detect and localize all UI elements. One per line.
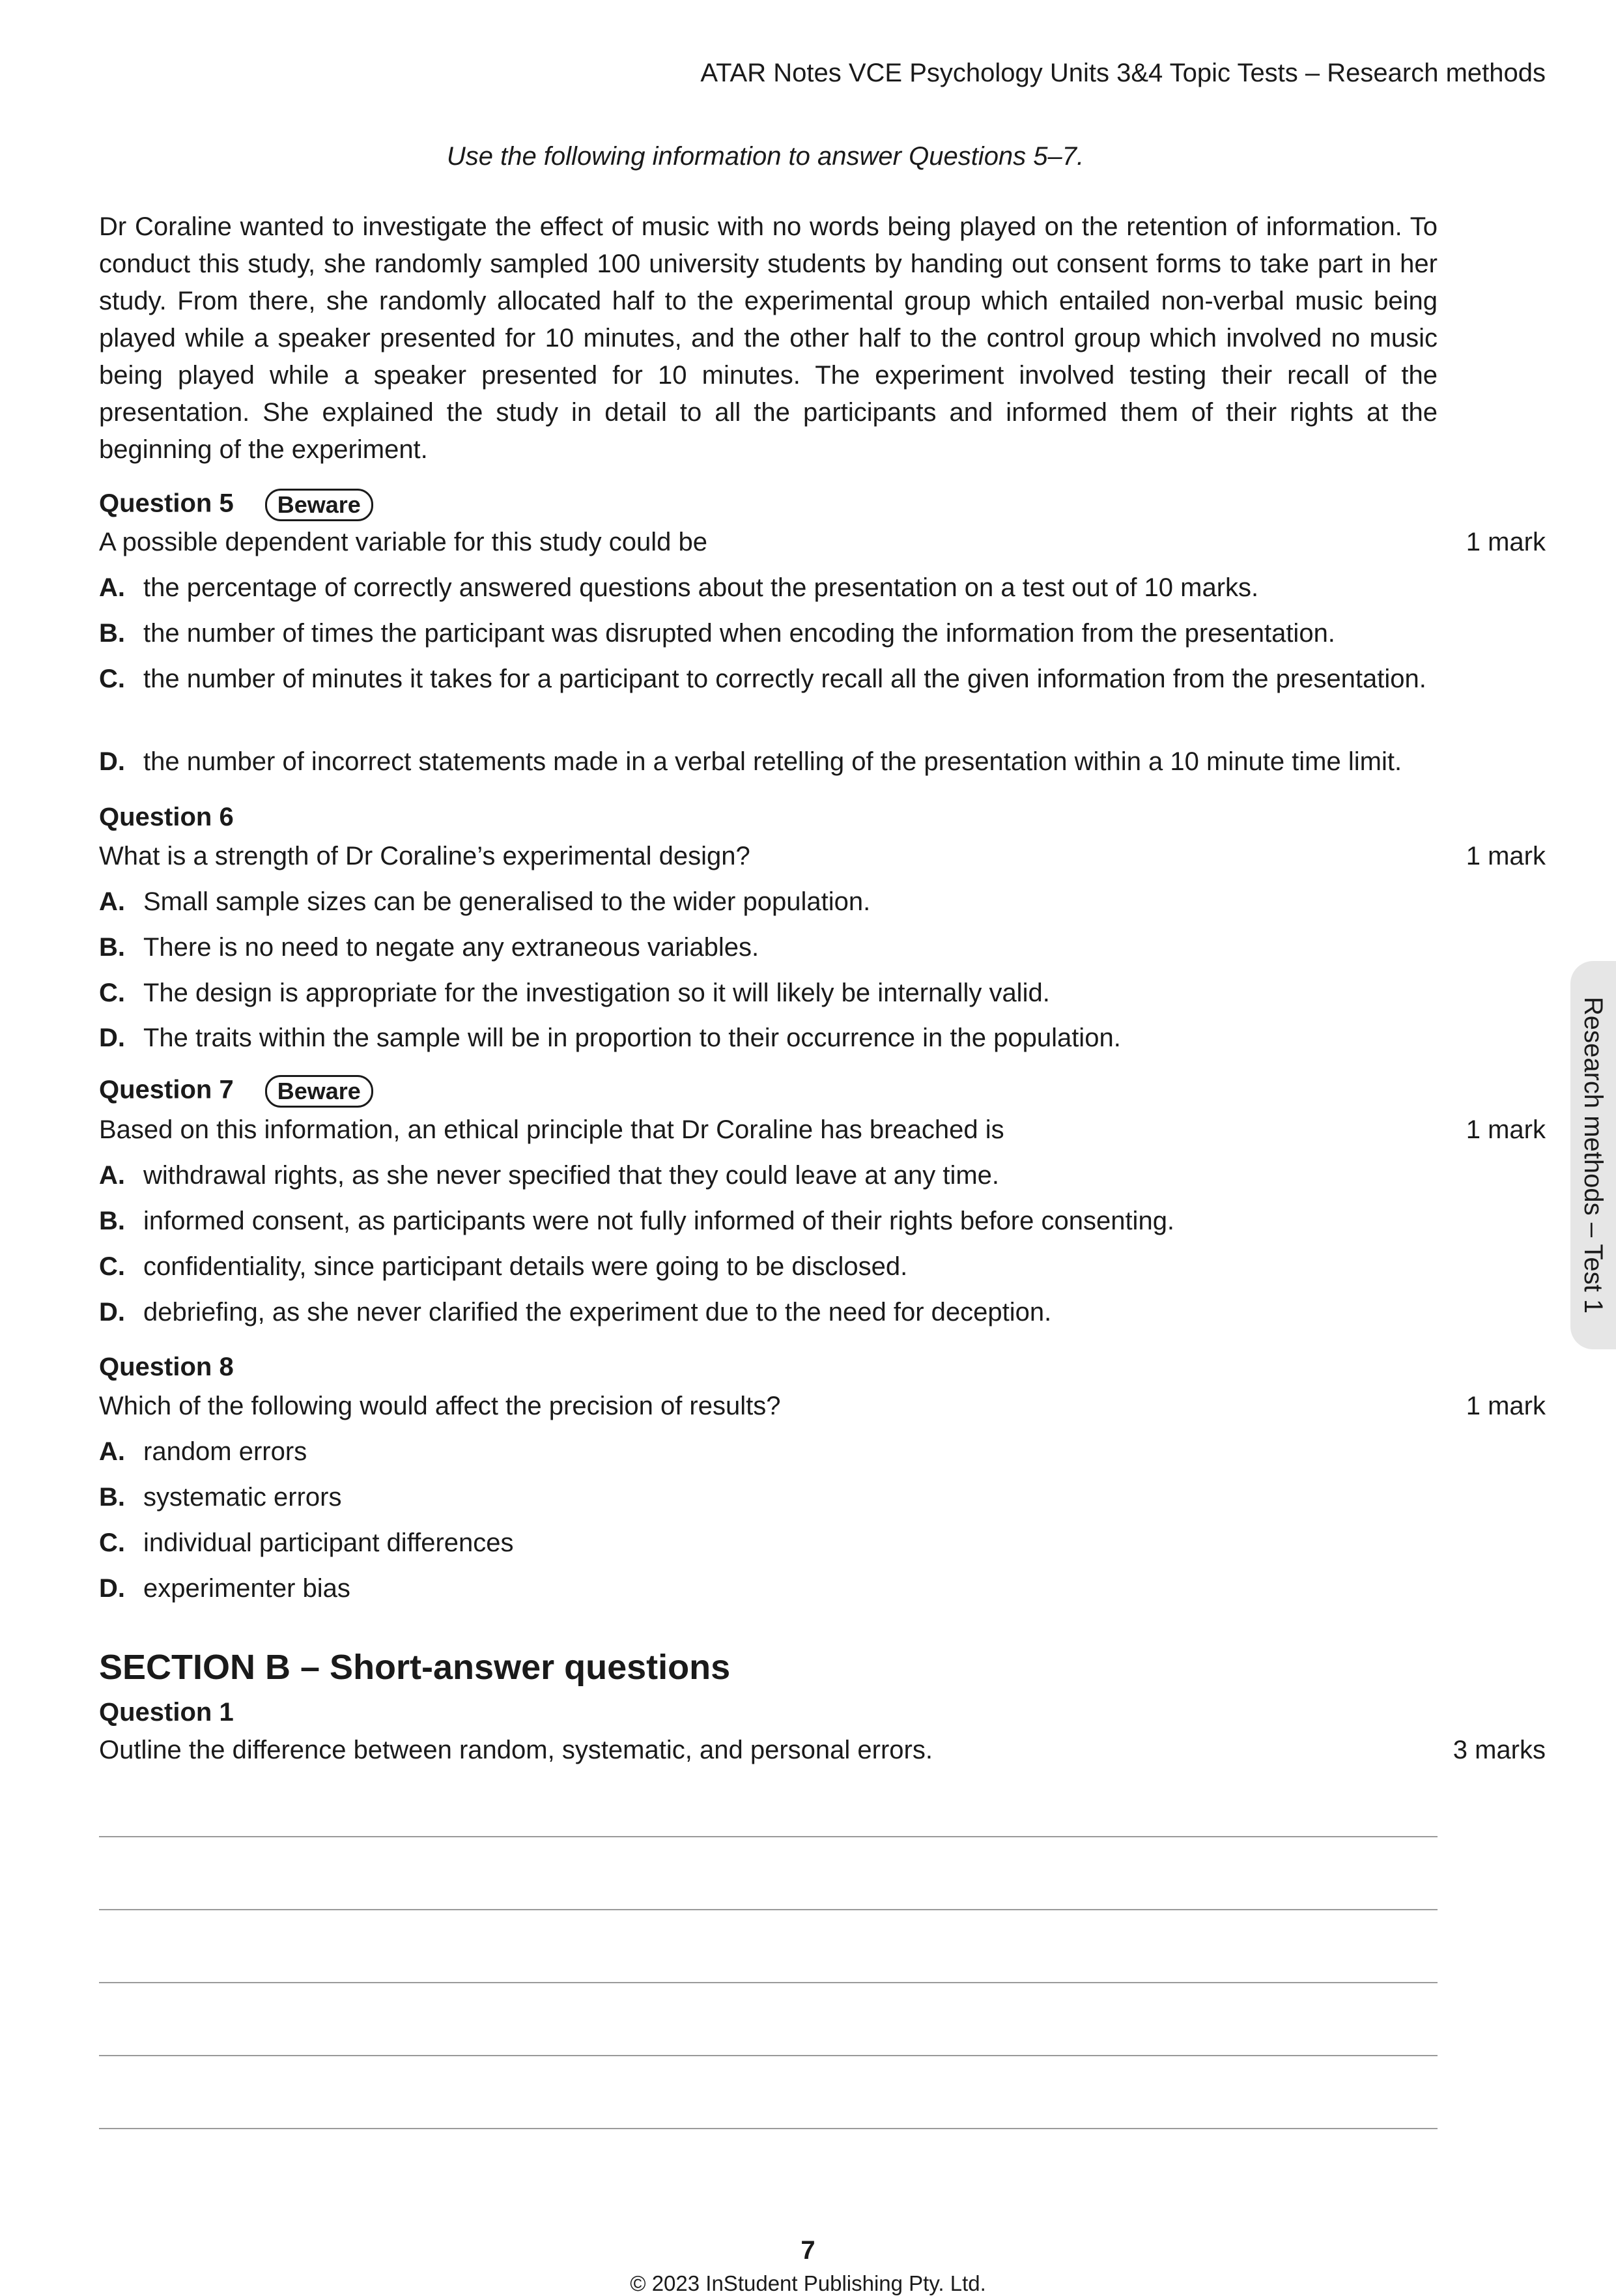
question-7-title xyxy=(99,1075,373,1108)
option-letter: C. xyxy=(99,1252,125,1281)
option-text: There is no need to negate any extraneous variables. xyxy=(143,933,759,962)
question-5-option-a[interactable] xyxy=(99,569,1438,607)
question-8-option-a[interactable] xyxy=(99,1433,1438,1471)
question-title-label: Question 5 xyxy=(99,489,234,518)
instruction-text: Use the following information to answer Questions 5–7. xyxy=(446,142,1084,171)
question-8-option-d[interactable] xyxy=(99,1570,1438,1607)
question-6-option-d[interactable] xyxy=(99,1020,1438,1057)
question-5-title xyxy=(99,489,373,521)
option-letter: A. xyxy=(99,1437,125,1466)
question-5-marks: 1 mark xyxy=(1466,528,1546,556)
question-7-option-d[interactable] xyxy=(99,1294,1438,1331)
option-letter: C. xyxy=(99,665,125,693)
copyright-notice: © 2023 InStudent Publishing Pty. Ltd. xyxy=(630,2271,986,2295)
answer-line[interactable] xyxy=(99,1909,1438,1910)
option-letter: A. xyxy=(99,887,125,916)
question-6-title xyxy=(99,803,234,832)
question-8-title xyxy=(99,1353,234,1382)
option-letter: D. xyxy=(99,1298,125,1327)
beware-badge: Beware xyxy=(265,1075,373,1108)
answer-line[interactable] xyxy=(99,1982,1438,1983)
question-7-option-c[interactable] xyxy=(99,1248,1438,1285)
option-text: the percentage of correctly answered questions about the presentation on a test out of 10 marks. xyxy=(143,573,1259,602)
option-letter: B. xyxy=(99,619,125,648)
question-title-label: Question 6 xyxy=(99,803,234,831)
option-letter: C. xyxy=(99,979,125,1007)
option-text: the number of times the participant was disrupted when encoding the information from the presentation. xyxy=(143,619,1335,648)
answer-line[interactable] xyxy=(99,2128,1438,2129)
section-b-heading: SECTION B – Short-answer questions xyxy=(99,1648,731,1687)
option-text: the number of incorrect statements made in a verbal retelling of the presentation within a 10 minute time limit. xyxy=(143,747,1402,776)
option-letter: B. xyxy=(99,933,125,962)
section-b-question-1-marks: 3 marks xyxy=(1453,1736,1546,1764)
side-tab-label: Research methods – Test 1 xyxy=(1579,996,1608,1314)
option-letter: D. xyxy=(99,747,125,776)
option-text: Small sample sizes can be generalised to the wider population. xyxy=(143,887,871,916)
question-7-stem: Based on this information, an ethical principle that Dr Coraline has breached is xyxy=(99,1115,1004,1144)
option-letter: B. xyxy=(99,1207,125,1235)
question-6-marks: 1 mark xyxy=(1466,842,1546,870)
question-7-marks: 1 mark xyxy=(1466,1115,1546,1144)
option-letter: D. xyxy=(99,1024,125,1052)
option-text: individual participant differences xyxy=(143,1528,514,1557)
question-title-label: Question 7 xyxy=(99,1075,234,1104)
question-6-stem: What is a strength of Dr Coraline’s experimental design? xyxy=(99,842,750,870)
section-b-question-1-stem: Outline the difference between random, systematic, and personal errors. xyxy=(99,1736,933,1764)
question-6-option-a[interactable] xyxy=(99,883,1438,921)
question-5-stem: A possible dependent variable for this study could be xyxy=(99,528,707,556)
option-text: random errors xyxy=(143,1437,307,1466)
section-b-question-1-title: Question 1 xyxy=(99,1698,234,1727)
question-5-option-b[interactable] xyxy=(99,615,1438,652)
option-letter: A. xyxy=(99,1161,125,1190)
question-5-option-d[interactable] xyxy=(99,743,1438,781)
option-letter: C. xyxy=(99,1528,125,1557)
option-text: The traits within the sample will be in proportion to their occurrence in the population. xyxy=(143,1024,1121,1052)
question-8-option-b[interactable] xyxy=(99,1479,1438,1516)
side-section-tab xyxy=(1570,961,1616,1349)
option-text: informed consent, as participants were not fully informed of their rights before consenting. xyxy=(143,1207,1175,1235)
beware-badge: Beware xyxy=(265,489,373,521)
question-7-option-b[interactable] xyxy=(99,1203,1438,1240)
option-text: withdrawal rights, as she never specified that they could leave at any time. xyxy=(143,1161,1000,1190)
answer-line[interactable] xyxy=(99,2055,1438,2056)
option-letter: D. xyxy=(99,1574,125,1603)
stimulus-passage: Dr Coraline wanted to investigate the effect of music with no words being played on the retention of information. To conduct this study, she randomly sampled 100 university students by handing out consent forms to take part in her study. From there, she randomly allocated half to the experimental group which entailed non-verbal music being played while a speaker presented for 10 minutes, and the other half to the control group which involved no music being played while a speaker presented for 10 minutes. The experiment involved testing their recall of the presentation. She explained the study in detail to all the participants and informed them of their rights at the beginning of the experiment. xyxy=(99,212,1438,464)
question-8-marks: 1 mark xyxy=(1466,1392,1546,1420)
question-title-label: Question 8 xyxy=(99,1353,234,1381)
question-7-option-a[interactable] xyxy=(99,1157,1438,1194)
question-6-option-b[interactable] xyxy=(99,929,1438,966)
option-text: debriefing, as she never clarified the experiment due to the need for deception. xyxy=(143,1298,1052,1327)
option-text: the number of minutes it takes for a participant to correctly recall all the given information from the presentation. xyxy=(143,665,1426,693)
option-text: confidentiality, since participant details were going to be disclosed. xyxy=(143,1252,908,1281)
question-6-option-c[interactable] xyxy=(99,975,1438,1012)
question-8-stem: Which of the following would affect the precision of results? xyxy=(99,1392,781,1420)
option-letter: B. xyxy=(99,1483,125,1512)
option-letter: A. xyxy=(99,573,125,602)
option-text: systematic errors xyxy=(143,1483,342,1512)
option-text: experimenter bias xyxy=(143,1574,350,1603)
answer-line[interactable] xyxy=(99,1836,1438,1837)
page-number: 7 xyxy=(801,2236,815,2265)
question-5-option-c[interactable] xyxy=(99,661,1438,698)
running-header: ATAR Notes VCE Psychology Units 3&4 Topic Tests – Research methods xyxy=(700,59,1546,87)
option-text: The design is appropriate for the investigation so it will likely be internally valid. xyxy=(143,979,1050,1007)
question-8-option-c[interactable] xyxy=(99,1525,1438,1562)
